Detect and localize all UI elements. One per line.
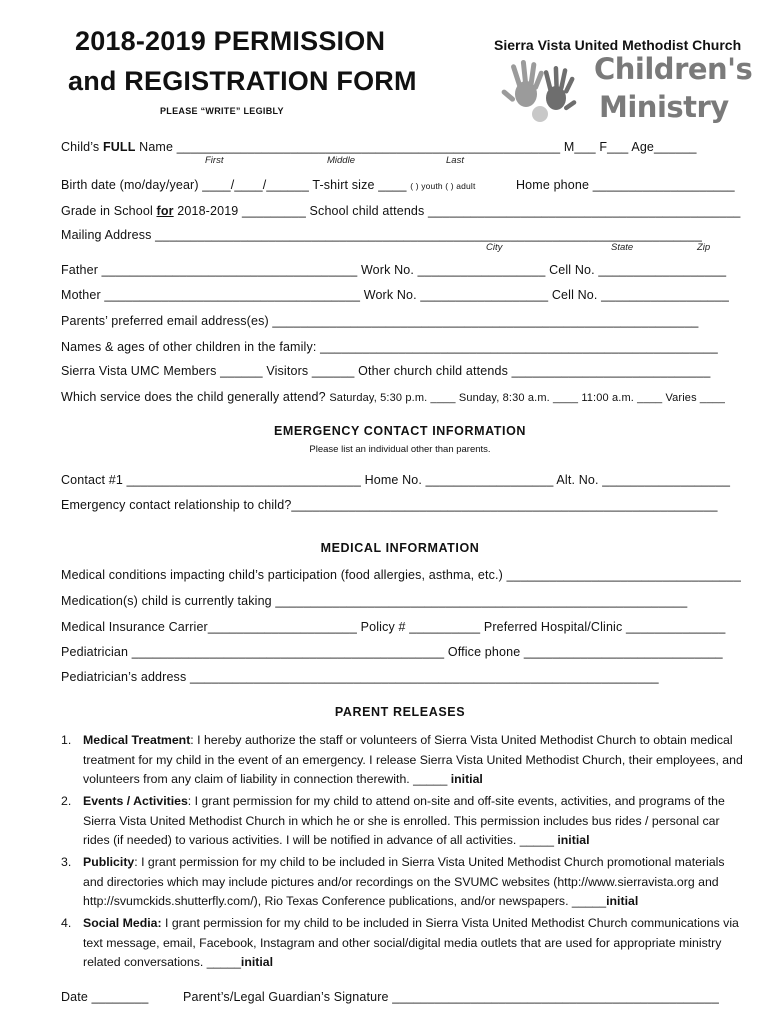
release-text: : I grant permission for my child to attend on-site and off-site events, activities, and programs of the Sierra Vista United Methodist Church in which he or she is enrolled. This permission includes bus rides / personal car rides (if needed) to various activities. I will be notified in advance of all activities. _____ bbox=[83, 794, 725, 847]
for-emphasis: for bbox=[156, 204, 174, 218]
parents-email-field[interactable]: Parents’ preferred email address(es) ____________________________________________________________ bbox=[61, 314, 699, 328]
home-phone-field[interactable]: Home phone ____________________ bbox=[516, 178, 735, 192]
grade-label: Grade in School bbox=[61, 204, 157, 218]
sub-label-middle: Middle bbox=[327, 155, 355, 166]
father-row[interactable]: Father ____________________________________ Work No. __________________ Cell No. __________________ bbox=[61, 263, 727, 277]
medical-conditions-field[interactable]: Medical conditions impacting child’s participation (food allergies, asthma, etc.) _________________________________ bbox=[61, 568, 741, 582]
release-number: 1. bbox=[61, 733, 72, 747]
emergency-heading: EMERGENCY CONTACT INFORMATION bbox=[273, 424, 527, 438]
logo-childrens: Children's bbox=[594, 52, 753, 86]
medical-heading: MEDICAL INFORMATION bbox=[320, 541, 480, 555]
release-text: I grant permission for my child to be included in Sierra Vista United Methodist Church communications via text message, email, Facebook, Instagram and other social/digital media outlets that are used for appropriate ministry related conversations. _____ bbox=[83, 916, 739, 969]
pediatrician-address-field[interactable]: Pediatrician’s address __________________________________________________________________ bbox=[61, 670, 659, 684]
form-title-line2: and REGISTRATION FORM bbox=[68, 66, 417, 96]
insurance-row[interactable]: Medical Insurance Carrier_____________________ Policy # __________ Preferred Hospital/Clinic ______________ bbox=[61, 620, 726, 634]
logo-ministry: Ministry bbox=[599, 90, 729, 124]
release-text: : I grant permission for my child to be included in Sierra Vista United Methodist Church promotional materials and directories which may include pictures and/or recordings on the SVUMC websites (http://www.sierravista.org and http://svumckids.shutterfly.com/), Rio Texas Conference publications, and/or newspapers. _____ bbox=[83, 855, 725, 908]
mailing-address-field[interactable]: Mailing Address _____________________________________________________________________________ bbox=[61, 228, 702, 242]
grade-school-row[interactable] bbox=[61, 204, 741, 218]
child-full-name-field[interactable] bbox=[61, 140, 697, 154]
release-number: 4. bbox=[61, 916, 72, 930]
membership-row[interactable]: Sierra Vista UMC Members ______ Visitors ______ Other church child attends ____________________________ bbox=[61, 364, 711, 378]
child-name-line: Name ______________________________________________________ M___ F___ Age______ bbox=[135, 140, 697, 154]
service-options: Saturday, 5:30 p.m. ____ Sunday, 8:30 a.m. ____ 11:00 a.m. ____ Varies ____ bbox=[329, 392, 726, 404]
tshirt-options: ( ) youth ( ) adult bbox=[410, 181, 476, 191]
grade-line: 2018-2019 _________ School child attends ____________________________________________ bbox=[173, 204, 741, 218]
church-name: Sierra Vista United Methodist Church bbox=[494, 37, 742, 53]
service-row[interactable] bbox=[61, 390, 725, 404]
form-title-line1: 2018-2019 PERMISSION bbox=[75, 26, 386, 56]
full-emphasis: FULL bbox=[102, 140, 136, 154]
initial-field[interactable]: initial bbox=[606, 894, 639, 908]
release-text: : I hereby authorize the staff or volunteers of Sierra Vista United Methodist Church to obtain medical treatment for my child in the event of an emergency. I release Sierra Vista United Methodist Church, their employees, and volunteers from any claim of liability in connection therewith. _____ bbox=[83, 733, 743, 786]
release-events-activities bbox=[61, 792, 746, 851]
guardian-signature-field[interactable]: Parent’s/Legal Guardian’s Signature ______________________________________________ bbox=[183, 990, 719, 1004]
sub-label-zip: Zip bbox=[697, 242, 711, 253]
sub-label-city: City bbox=[486, 242, 503, 253]
release-number: 2. bbox=[61, 794, 72, 808]
emergency-note: Please list an individual other than parents. bbox=[309, 444, 491, 455]
initial-field[interactable]: initial bbox=[450, 772, 483, 786]
other-children-field[interactable]: Names & ages of other children in the family: ________________________________________________________ bbox=[61, 340, 718, 354]
release-title: Medical Treatment bbox=[83, 733, 191, 747]
birth-date-tshirt-row[interactable] bbox=[61, 178, 475, 192]
release-number: 3. bbox=[61, 855, 72, 869]
legibly-instruction: PLEASE “WRITE” LEGIBLY bbox=[160, 106, 284, 116]
mother-row[interactable]: Mother ____________________________________ Work No. __________________ Cell No. __________________ bbox=[61, 288, 729, 302]
emergency-contact-row[interactable]: Contact #1 _________________________________ Home No. __________________ Alt. No. __________________ bbox=[61, 473, 731, 487]
emergency-relationship-field[interactable]: Emergency contact relationship to child?____________________________________________________________ bbox=[61, 498, 718, 512]
handprints-logo-icon bbox=[500, 54, 580, 126]
birth-date-field: Birth date (mo/day/year) ____/____/______ T-shirt size ____ bbox=[61, 178, 411, 192]
child-name-label: Child’s bbox=[61, 140, 103, 154]
release-title: Publicity bbox=[83, 855, 135, 869]
releases-heading: PARENT RELEASES bbox=[334, 705, 466, 719]
release-social-media bbox=[61, 914, 746, 973]
sub-label-state: State bbox=[611, 242, 634, 253]
medications-field[interactable]: Medication(s) child is currently taking __________________________________________________________ bbox=[61, 594, 688, 608]
initial-field[interactable]: initial bbox=[240, 955, 274, 969]
initial-field[interactable]: initial bbox=[557, 833, 590, 847]
sub-label-last: Last bbox=[446, 155, 464, 166]
release-title: Events / Activities bbox=[83, 794, 188, 808]
sub-label-first: First bbox=[205, 155, 224, 166]
release-title: Social Media: bbox=[83, 916, 162, 930]
date-field[interactable]: Date ________ bbox=[61, 990, 149, 1004]
service-question: Which service does the child generally attend? bbox=[61, 390, 330, 404]
release-publicity bbox=[61, 853, 746, 912]
pediatrician-row[interactable]: Pediatrician ____________________________________________ Office phone ____________________________ bbox=[61, 645, 723, 659]
release-medical-treatment bbox=[61, 731, 746, 790]
